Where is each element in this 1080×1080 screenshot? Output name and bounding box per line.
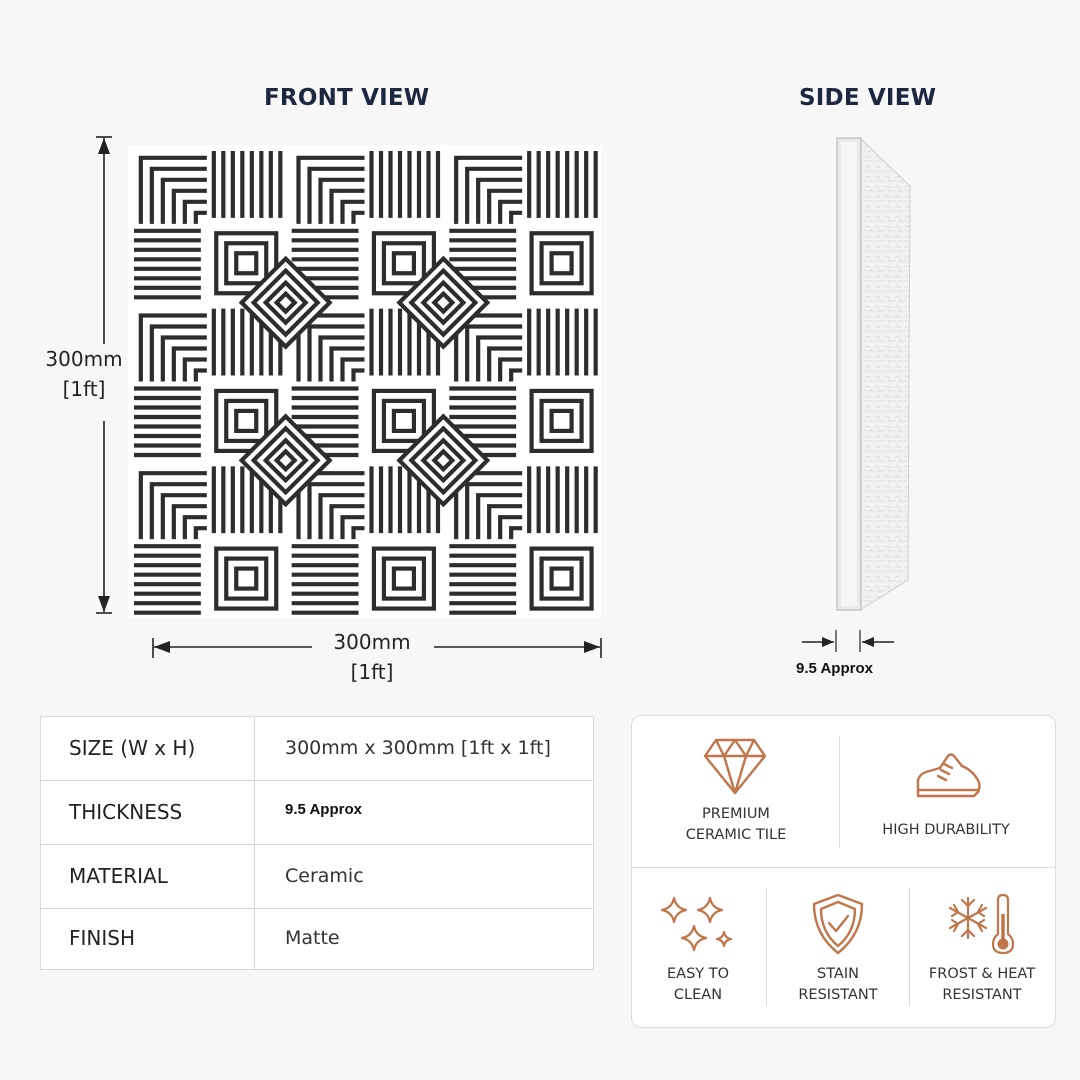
feature-label: CLEAN — [673, 987, 723, 1003]
spec-table — [40, 716, 594, 970]
feature-label: STAIN — [817, 966, 859, 982]
feature-label: RESISTANT — [942, 987, 1022, 1003]
diamond-icon — [702, 736, 768, 796]
feature-label: RESISTANT — [798, 987, 878, 1003]
sparkle-icon — [660, 894, 736, 956]
height-label — [36, 344, 132, 404]
spec-value: Ceramic — [285, 865, 364, 887]
side-view-title: SIDE VIEW — [799, 85, 937, 111]
shield-check-icon — [810, 892, 866, 956]
tile-front-pattern — [128, 145, 601, 617]
tile-side-view — [834, 134, 914, 614]
feature-label: HIGH DURABILITY — [882, 822, 1010, 838]
spec-row-material — [41, 845, 593, 909]
feature-easy-to-clean — [642, 964, 754, 1006]
shoe-icon — [914, 750, 984, 802]
feature-label: PREMIUM — [702, 806, 770, 822]
features-panel — [631, 715, 1056, 1028]
feature-divider — [839, 736, 840, 848]
spec-value: 300mm x 300mm [1ft x 1ft] — [285, 737, 551, 759]
height-label-mm: 300mm — [45, 347, 123, 371]
snowflake-thermometer-icon — [946, 892, 1020, 956]
spec-row-size — [41, 717, 593, 781]
spec-row-finish — [41, 907, 593, 970]
width-label — [322, 627, 422, 687]
width-label-mm: 300mm — [333, 630, 411, 654]
feature-label: EASY TO — [666, 966, 730, 982]
width-label-ft: [1ft] — [350, 660, 394, 684]
spec-value: Matte — [285, 927, 340, 949]
spec-key: THICKNESS — [69, 800, 183, 824]
feature-high-durability — [856, 820, 1036, 841]
feature-frost-heat-resistant — [914, 964, 1050, 1006]
front-view-title: FRONT VIEW — [264, 85, 430, 111]
spec-value: 9.5 Approx — [285, 801, 362, 818]
feature-label: CERAMIC TILE — [685, 827, 787, 843]
spec-key: SIZE (W x H) — [69, 736, 196, 760]
feature-label: FROST & HEAT — [928, 966, 1036, 982]
feature-divider — [909, 888, 910, 1006]
feature-divider — [632, 867, 1055, 868]
spec-key: MATERIAL — [69, 864, 168, 888]
feature-divider — [766, 888, 767, 1006]
height-label-ft: [1ft] — [62, 377, 106, 401]
feature-stain-resistant — [778, 964, 898, 1006]
thickness-label: 9.5 Approx — [796, 660, 873, 677]
feature-premium-ceramic — [652, 804, 820, 846]
spec-key: FINISH — [69, 926, 135, 950]
spec-row-thickness — [41, 781, 593, 845]
thickness-dimension-line — [800, 630, 896, 654]
